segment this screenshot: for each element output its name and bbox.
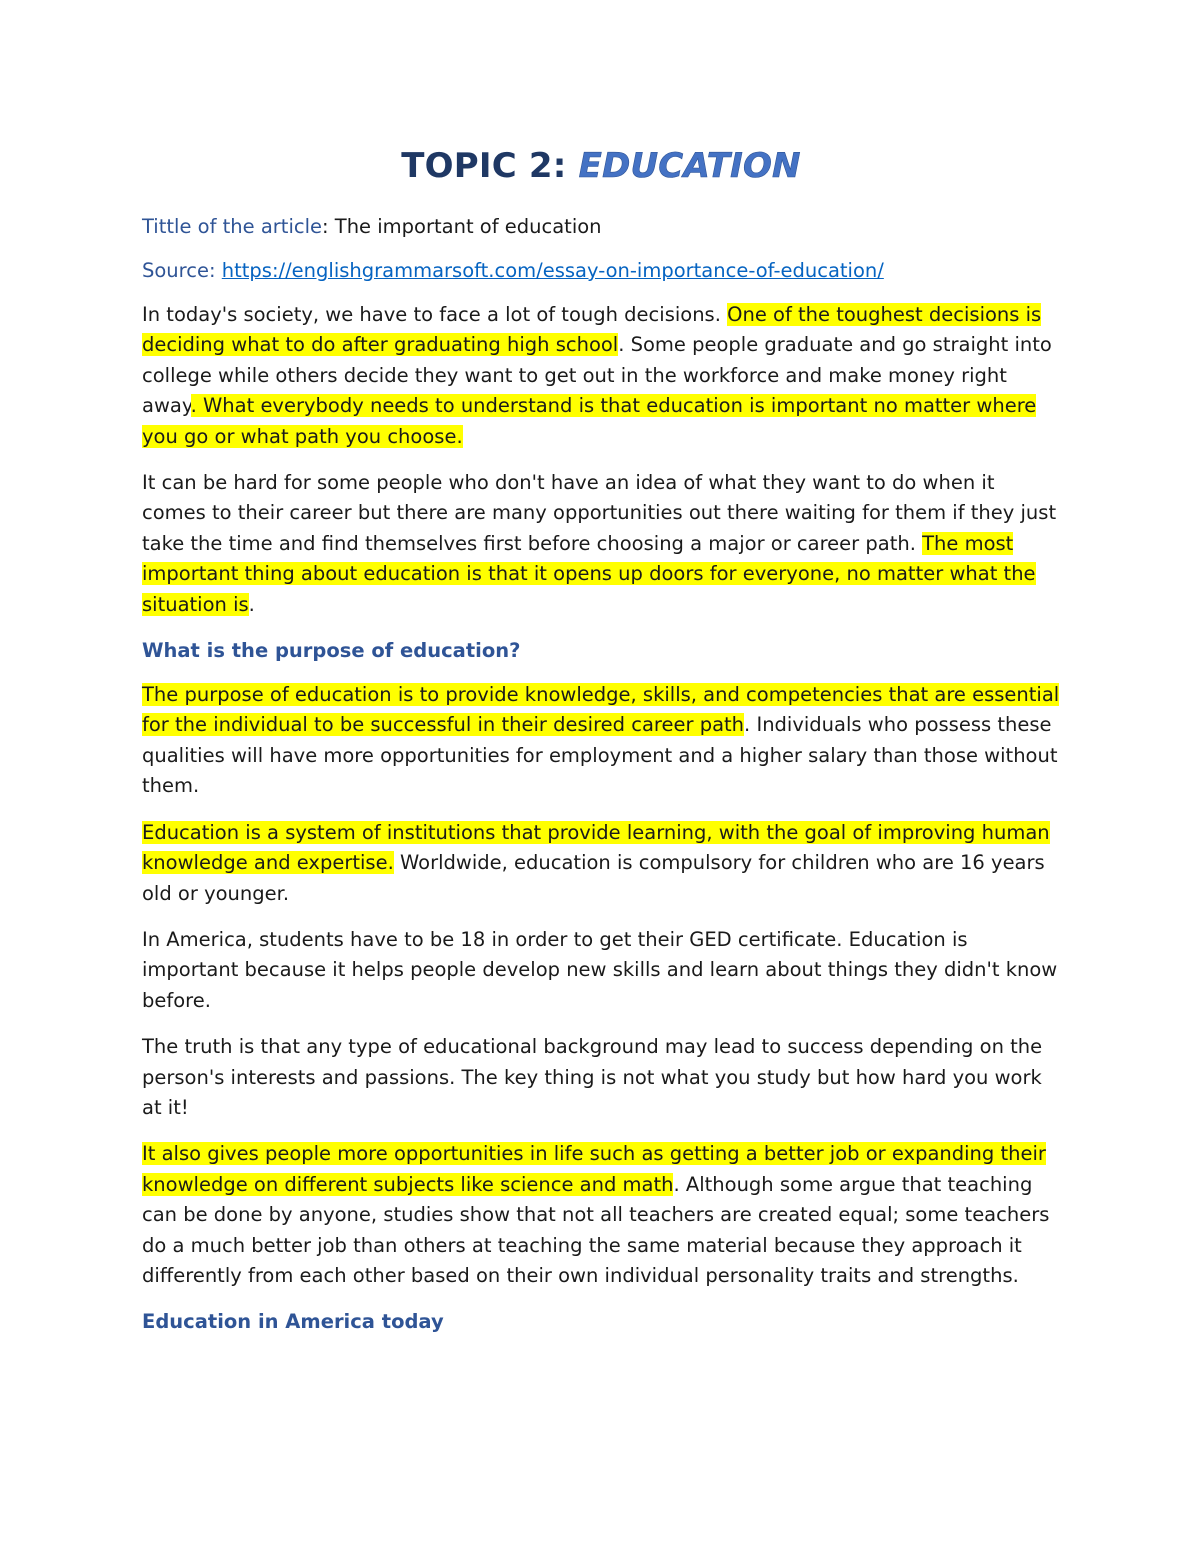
p1-highlight-b: One of the toughest decisions is deciding what to do after graduating high school [142, 303, 1042, 357]
article-title-value: The important of education [334, 215, 602, 238]
p4-text-b: Worldwide, education is compulsory for children who are 16 years old or younger. [142, 851, 1045, 905]
p4-highlight-a: Education is a system of institutions that provide learning, with the goal of improving human knowledge and expertise. [142, 820, 1050, 875]
p1-highlight-d: . What everybody needs to understand is that education is important no matter where you go or what path you choose. [142, 394, 1037, 448]
paragraph-1 [142, 300, 1060, 452]
p7-highlight-a: It also gives people more opportunities in life such as getting a better job or expanding their knowledge on different subjects like science and math [142, 1142, 1046, 1196]
paragraph-7 [142, 1139, 1060, 1291]
article-title-sep: : [322, 215, 335, 238]
section-heading-america: Education in America today [142, 1310, 444, 1334]
p2-highlight-b: The most important thing about education is that it opens up doors for everyone, no matter what the situation is [142, 531, 1036, 616]
p1-text-a: In today's society, we have to face a lot of tough decisions. [142, 303, 728, 326]
paragraph-5: In America, students have to be 18 in order to get their GED certificate. Education is important because it helps people develop new skills and learn about things they didn't know before. [142, 927, 1058, 1012]
p2-text-a: It can be hard for some people who don't have an idea of what they want to do when it comes to their career but there are many opportunities out there waiting for them if they just take the time and find themselves first before choosing a major or career path. [142, 471, 1057, 555]
source-sep: : [208, 259, 222, 282]
source-line [142, 256, 1060, 286]
p2-text-c: . [248, 592, 255, 616]
paragraph-6: The truth is that any type of educational background may lead to success depending on the person's interests and passions. The key thing is not what you study but how hard you work at it! [142, 1035, 1043, 1119]
p1-text-c: . Some people graduate and go straight into college while others decide they want to get out in the workforce and make money right away [142, 333, 1052, 418]
paragraph-3 [142, 680, 1060, 802]
paragraph-2 [142, 468, 1060, 620]
article-title-line [142, 212, 1060, 242]
section-heading-purpose: What is the purpose of education? [142, 639, 521, 663]
p3-text-b: . Individuals who possess these qualities will have more opportunities for employment and a higher salary than those without them. [142, 713, 1058, 798]
topic-subject: EDUCATION [578, 146, 801, 186]
paragraph-4 [142, 818, 1060, 909]
topic-prefix: TOPIC 2: [401, 146, 579, 186]
article-title-label: Tittle of the article [142, 215, 322, 238]
source-label: Source [142, 259, 209, 282]
p3-highlight-a: The purpose of education is to provide knowledge, skills, and competencies that are essential for the individual to be successful in their desired career path [142, 683, 1060, 737]
source-link[interactable]: https://englishgrammarsoft.com/essay-on-importance-of-education/ [221, 259, 884, 282]
topic-title [142, 142, 1060, 190]
p7-text-b: . Although some argue that teaching can be done by anyone, studies show that not all teachers are created equal; some teachers do a much better job than others at teaching the same material because they approach it differently from each other based on their own individual personality traits and strengths. [142, 1172, 1050, 1287]
